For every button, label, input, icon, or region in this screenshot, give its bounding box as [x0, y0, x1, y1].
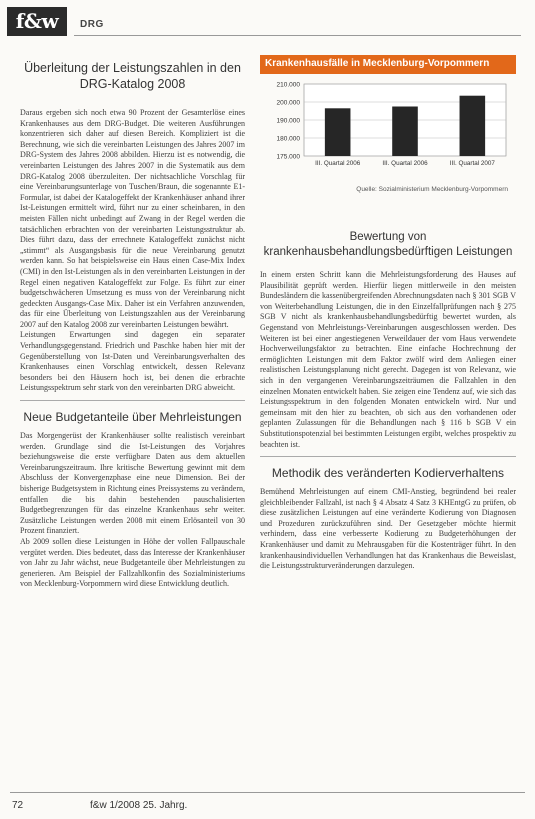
chart-title: Krankenhausfälle in Mecklenburg-Vorpommern — [260, 55, 516, 74]
body-paragraph: Bemühend Mehrleistungen auf einem CMI-Anstieg, begründend bei realer gleichbleibender Fallzahl, ist nach § 4 Absatz 4 Satz 3 KHEntgG zu prüfen, ob diese zusätzlichen Leistungen auf eine veränderte Kodierung von Diagnosen und Prozeduren zurückzuführen sind. Der Gesetzgeber möchte hiermit verhindern, dass eine verbesserte Kodierung zu Budgeterhöhungen der Krankenhäuser und damit zu Mehrausgaben für die Kostenträger führt. In den krankenhausindividuellen Verhandlungen hat das Krankenhaus die Beweislast, die Leistungsstrukturveränderungen darzulegen. — [260, 487, 516, 571]
x-tick-label: III. Quartal 2006 — [315, 160, 361, 167]
heading-bewertung: Bewertung von krankenhausbehandlungsbedürftigen Leistungen — [263, 231, 513, 258]
bar — [325, 108, 351, 156]
section-divider — [20, 400, 245, 401]
magazine-logo: f&w — [7, 7, 67, 36]
right-column — [260, 55, 516, 572]
x-tick-label: III. Quartal 2007 — [449, 160, 495, 167]
body-paragraph: Ab 2009 sollen diese Leistungen in Höhe der vollen Fallpauschale vergütet werden. Dies bedeutet, dass das Interesse der Krankenhäuser von Jahr zu Jahr wächst, neue Budgetanteile über Mehrleistungen zu generieren. Am Beispiel der Fallzahlkonfin des Sozialministeriums von Mecklenburg-Vorpommern wird diese Entwicklung deutlich. — [20, 536, 245, 589]
chart-source: Quelle: Sozialministerium Mecklenburg-Vorpommern — [356, 186, 508, 193]
body-paragraph: Daraus ergeben sich noch etwa 90 Prozent der Gesamterlöse eines Krankenhauses aus dem DRG-Budget. Die weiteren Ausführungen konzentrieren sich daher auf diesen Bereich. Kompliziert ist die Berechnung, wie sich die vereinbarten Leistungen des Jahres 2007 im DRG-System des Jahres 2008 abbilden. Hierzu ist es notwendig, die vereinbarten Leistungen des Jahres 2007 in die Systematik aus dem DRG-Katalog 2008 überzuleiten. Der nichtsachliche Vorschlag für eine Vereinbarungsunterlage von Tuschen/Braun, die sogenannte E1-Formular, ist dabei der Katalogeffekt der Krankenhäuser anhand ihrer Ist-Leistungen ermittelt wird, führt nur zu einer scheinbaren, in den meisten Fällen nicht unbedingt auf Zwang in der Regel werden die tatsächlichen erbrachten von der vereinbarten Leistungsstruktur ab. Dies führt dazu, dass der errechnete Katalogeffekt zunächst nicht „stimmt“ als Ausgangsbasis für die neue Vereinbarung genutzt werden kann. So hat beispielsweise ein Haus einen Case-Mix Index (CMI) in den Ist-Leistungen als in den vereinbarten Leistungen in der Regel einen negativen Katalogeffekt zur Folge. Es führt zur einer budgetschwächeren Umsetzung es muss von der Vereinbarung nicht gedeckten Ausgangs-Case Mix. Daher ist ein Verfahren anzuwenden, das für eine Überleitung von Leistungszahlen aus der Vereinbarung 2007 auf den Katalog 2008 zur vereinbarten Leistungen bewährt. — [20, 108, 245, 329]
y-tick-label: 175.000 — [276, 153, 300, 161]
publication-line: f&w 1/2008 25. Jahrg. — [90, 800, 188, 811]
left-column — [20, 60, 245, 590]
chart-container — [260, 55, 516, 220]
bar — [460, 96, 486, 156]
bar-chart — [260, 74, 516, 184]
section-tag: DRG — [80, 19, 104, 30]
page-footer — [10, 792, 525, 814]
header-rule — [74, 35, 521, 36]
x-tick-label: III. Quartal 2006 — [382, 160, 428, 167]
heading-ueberleitung: Überleitung der Leistungszahlen in den DRG-Katalog 2008 — [24, 61, 241, 91]
page-number: 72 — [12, 800, 24, 811]
y-tick-label: 190.000 — [276, 117, 300, 125]
masthead — [0, 0, 535, 40]
body-paragraph: In einem ersten Schritt kann die Mehrleistungsforderung des Hauses auf Plausibilität geprüft werden. Hierfür liegen mittlerweile in den meisten Bundesländern die kassenübergreifenden Abrechnungsdaten nach § 301 SGB V von Weiterbehandlung Leistungen, die in den Einzelfallprüfungen nach § 275 SGB V nicht als krankenhausbehandlungsbedürftig bewertet wurden, als Gegenstand von Mehrleistungs-Vereinbarungen ausgeschlossen werden. Des Weiteren ist bei einer angestiegenen Verweildauer der vom Haus verwendete Hochverweilungsfaktor zu betrachten. Eine einfache Hochrechnung der ermöglichten Leistungen mit dem Faktor zwölf wird dem Anliegen einer realistischen Leistungsplanung nicht gerecht. Dagegen ist von Relevanz, wie sich in den vergangenen Vereinbarungszeiträumen die Fallzahlen in den einzelnen Monaten entwickelt haben. Sie zeigen eine Tendenz auf, wie sich das Leistungsspektrum in den folgenden Monaten entwickeln wird. Nur und gemeinsam mit den hier zu beachten, ob sich aus den vorhandenen oder geplanten Zulassungen für die Behandlungen nach § 116 b SGB V ein Substitutionspotenzial bei bestimmten Leistungen ergibt, welches prospektiv zu beachten ist. — [260, 270, 516, 449]
section-divider — [260, 456, 516, 457]
heading-methodik: Methodik des veränderten Kodierverhaltens — [271, 466, 505, 481]
y-tick-label: 210.000 — [276, 81, 300, 89]
body-paragraph: Leistungen Erwartungen sind dagegen ein separater Verhandlungsgegenstand. Friedrich und Paschke haben hier mit der Gegenüberstellung von Ist-Daten und Vereinbarungsverhalten des Krankenhauses einen Vorschlag entwickelt, dessen Relevanz besonders bei den Häusern hoch ist, bei denen die erbrachte Leistungsspektrum sehr stark von den vereinbarten DRG abweicht. — [20, 330, 245, 393]
bar — [392, 107, 418, 157]
heading-budgetanteile: Neue Budgetanteile über Mehrleistungen — [23, 410, 242, 425]
body-paragraph: Das Morgengerüst der Krankenhäuser sollte realistisch vereinbart werden. Grundlage sind die Ist-Leistungen des Vorjahres beziehungsweise die erste verfügbare Daten aus dem aktuellen Vereinbarungszeitraum. Ihre kritische Bewertung gewinnt mit dem Abschluss der Konvergenzphase eine neue Dimension. Bei der bisherige Budgetsystem in Richtung eines Preissystems zu verändern, entfallen die bis dahin bestehenden pauschalisierten Budgetbegrenzungen für das einzelne Krankenhaus sehr weiter. Zusätzliche Leistungen werden 2008 mit einem Erlösanteil von 30 Prozent finanziert. — [20, 431, 245, 536]
y-tick-label: 180.000 — [276, 135, 300, 143]
y-tick-label: 200.000 — [276, 99, 300, 107]
footer-rule — [10, 792, 525, 793]
